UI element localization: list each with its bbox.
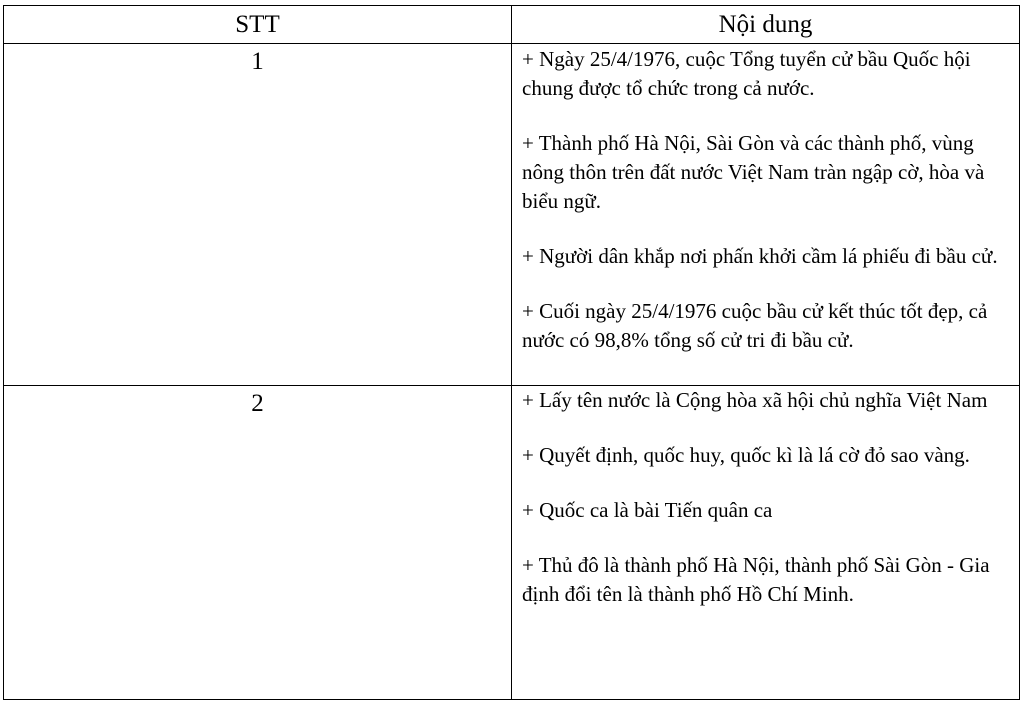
table-row (4, 44, 1020, 386)
content-paragraph: + Người dân khắp nơi phấn khởi cầm lá phiếu đi bầu cử. (522, 244, 998, 268)
content-paragraph: + Ngày 25/4/1976, cuộc Tổng tuyển cử bầu Quốc hội chung được tổ chức trong cả nước. (522, 47, 971, 100)
content-paragraph: + Cuối ngày 25/4/1976 cuộc bầu cử kết thúc tốt đẹp, cả nước có 98,8% tổng số cử tri đi bầu cử. (522, 299, 988, 352)
row-content (512, 386, 1020, 700)
table-row (4, 386, 1020, 700)
row-number: 2 (4, 386, 512, 700)
content-paragraph: + Quyết định, quốc huy, quốc kì là lá cờ đỏ sao vàng. (522, 443, 970, 467)
content-table (3, 5, 1020, 700)
content-paragraph: + Lấy tên nước là Cộng hòa xã hội chủ nghĩa Việt Nam (522, 388, 988, 412)
row-number: 1 (4, 44, 512, 386)
content-paragraph: + Thành phố Hà Nội, Sài Gòn và các thành phố, vùng nông thôn trên đất nước Việt Nam tràn ngập cờ, hòa và biểu ngữ. (522, 131, 985, 213)
row-content (512, 44, 1020, 386)
content-paragraph: + Thủ đô là thành phố Hà Nội, thành phố Sài Gòn - Gia định đổi tên là thành phố Hồ Chí Minh. (522, 553, 990, 606)
header-content: Nội dung (512, 6, 1020, 44)
table-header-row (4, 6, 1020, 44)
header-stt: STT (4, 6, 512, 44)
content-paragraph: + Quốc ca là bài Tiến quân ca (522, 498, 773, 522)
